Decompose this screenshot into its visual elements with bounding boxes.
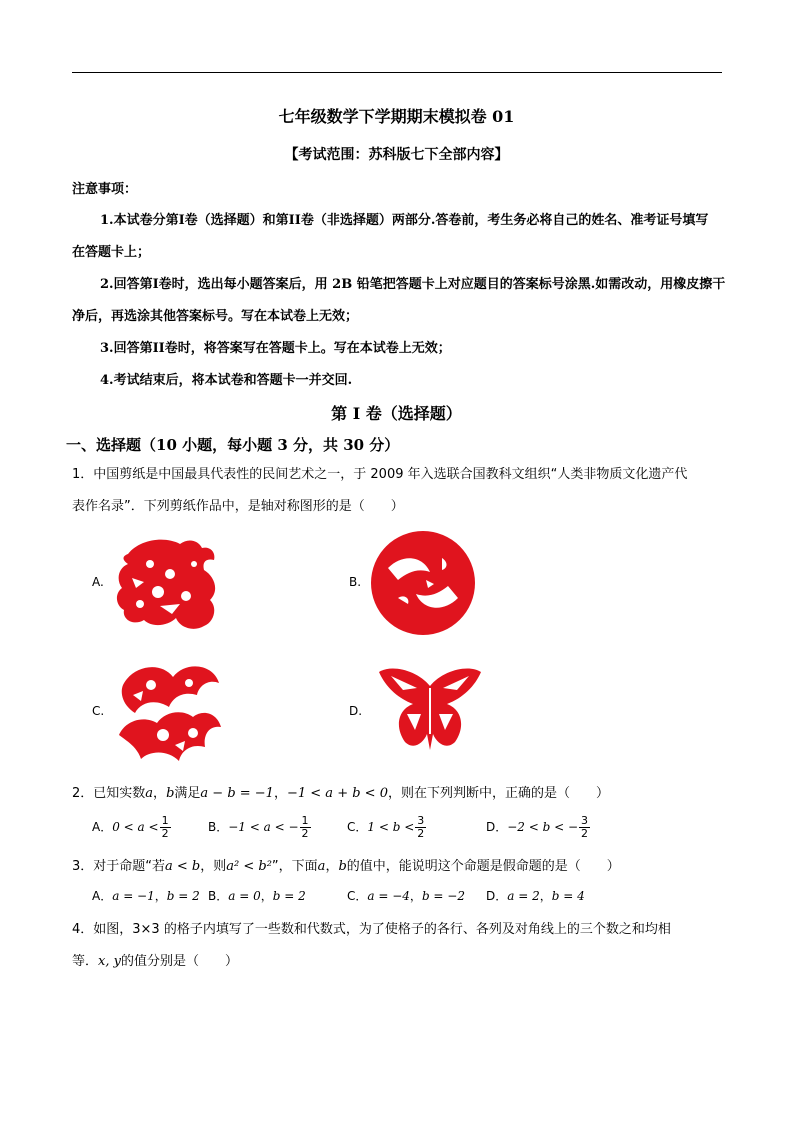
fraction-numerator: 3 (581, 814, 589, 827)
header-rule (72, 72, 722, 73)
q2-option-a (92, 815, 172, 840)
q1-option-c-label: C. (92, 704, 105, 718)
q2-comma: ， (153, 786, 167, 801)
notes-heading: 注意事项： (72, 182, 138, 197)
q3-stem-mid: ，则 (200, 859, 227, 874)
note-3: 3.回答第II卷时，将答案写在答题卡上。写在本试卷上无效； (100, 341, 451, 356)
q3-comma: ， (325, 859, 339, 874)
q2-stem-post: ，则在下列判断中，正确的是（ ） (387, 786, 609, 801)
q3-option-c-sep: ， (409, 889, 422, 903)
q2-option-b-label: B． (208, 820, 229, 834)
fraction-numerator: 1 (301, 814, 309, 827)
q4-vars: x, y (98, 954, 121, 969)
page-title: 七年级数学下学期期末模拟卷 01 (278, 107, 515, 126)
fraction-denominator: 2 (581, 827, 589, 840)
q4-line-1: 4．如图，3×3 的格子内填写了一些数和代数式，为了使格子的各行、各列及对角线上的三个数之和均相 (72, 922, 671, 937)
fraction-denominator: 2 (417, 827, 425, 840)
q3-option-c-label: C． (347, 889, 368, 903)
q3-option-c-a: a = −4 (367, 889, 410, 903)
q2-equation-1: a − b = −1 (200, 786, 274, 801)
q2-stem (72, 782, 609, 801)
q3-option-b-label: B． (208, 889, 229, 903)
q2-option-a-expr: 0 < a < (112, 820, 159, 834)
q2-var-b: b (166, 786, 175, 801)
q1-option-b-label: B. (349, 575, 362, 589)
q2-option-b-expr: −1 < a < − (228, 820, 299, 834)
q3-conclusion: a² < b² (226, 859, 272, 874)
q3-stem-post-2: 的值中，能说明这个命题是假命题的是（ ） (346, 859, 620, 874)
q2-option-d-label: D． (486, 820, 508, 834)
q3-option-a-a: a = −1 (112, 889, 155, 903)
note-1-line-2: 在答题卡上； (72, 245, 151, 260)
q2-option-c-expr: 1 < b < (367, 820, 415, 834)
q2-option-c-label: C． (347, 820, 368, 834)
q2-option-d-expr: −2 < b < − (507, 820, 579, 834)
fraction-denominator: 2 (301, 827, 309, 840)
q2-option-a-fraction (160, 815, 171, 840)
q3-condition: a < b (165, 859, 201, 874)
section-title: 第 I 卷（选择题） (331, 404, 462, 423)
q2-inequality: −1 < a + b < 0 (286, 786, 388, 801)
q2-option-b (208, 815, 312, 840)
dragon-papercut-image (110, 534, 225, 634)
note-1-line-1: 1.本试卷分第I卷（选择题）和第II卷（非选择题）两部分.答卷前，考生务必将自己的姓名、准考证号填写 (100, 213, 709, 228)
q3-option-c (347, 887, 465, 904)
fraction-numerator: 3 (417, 814, 425, 827)
q3-option-d-sep: ， (539, 889, 552, 903)
q3-option-b-a: a = 0 (228, 889, 261, 903)
q2-option-c (347, 815, 427, 840)
q3-option-d-b: b = 4 (551, 889, 585, 903)
q1-option-d-label: D. (349, 704, 363, 718)
q4-line-2-post: 的值分别是（ ） (120, 954, 238, 969)
q2-option-b-fraction (300, 815, 311, 840)
note-4: 4.考试结束后，将本试卷和答题卡一并交回. (100, 373, 353, 388)
q3-option-c-b: b = −2 (421, 889, 465, 903)
q4-line-2 (72, 950, 238, 969)
butterfly-papercut-image (377, 664, 483, 752)
part-heading: 一、选择题（10 小题，每小题 3 分，共 30 分） (66, 436, 400, 454)
q3-option-d-label: D． (486, 889, 508, 903)
q2-option-d (486, 815, 591, 840)
q3-stem-post-1: ”，下面 (271, 859, 318, 874)
exam-scope: 【考试范围：苏科版七下全部内容】 (284, 147, 509, 163)
q3-option-d (486, 887, 585, 904)
q2-option-c-fraction (415, 815, 426, 840)
q2-option-a-label: A． (92, 820, 113, 834)
q3-var-b: b (338, 859, 347, 874)
q3-option-b (208, 887, 306, 904)
q3-option-b-sep: ， (260, 889, 273, 903)
q4-line-2-pre: 等． (72, 954, 99, 969)
q2-option-d-fraction (579, 815, 590, 840)
q1-line-2: 表作名录”．下列剪纸作品中，是轴对称图形的是（ ） (72, 499, 404, 514)
q3-option-a (92, 887, 200, 904)
q3-stem (72, 855, 620, 874)
q3-option-a-label: A． (92, 889, 113, 903)
fraction-denominator: 2 (161, 827, 169, 840)
fish-circle-papercut-image (368, 528, 478, 638)
q3-option-a-sep: ， (154, 889, 167, 903)
q3-option-a-b: b = 2 (166, 889, 200, 903)
q3-var-a: a (317, 859, 326, 874)
q3-option-b-b: b = 2 (272, 889, 306, 903)
flower-papercut-image (113, 655, 225, 765)
q1-line-1: 1．中国剪纸是中国最具代表性的民间艺术之一，于 2009 年入选联合国教科文组织“人类非物质文化遗产代 (72, 467, 688, 482)
q2-comma-2: ， (273, 786, 287, 801)
fraction-numerator: 1 (161, 814, 169, 827)
q2-cond-pre: 满足 (174, 786, 201, 801)
q3-stem-pre: 3．对于命题“若 (72, 859, 166, 874)
note-2-line-1: 2.回答第I卷时，选出每小题答案后，用 2B 铅笔把答题卡上对应题目的答案标号涂黑.如需改动，用橡皮擦干 (100, 277, 726, 292)
note-2-line-2: 净后，再选涂其他答案标号。写在本试卷上无效； (72, 309, 359, 324)
q2-var-a: a (145, 786, 154, 801)
q2-stem-pre: 2．已知实数 (72, 786, 146, 801)
q3-option-d-a: a = 2 (507, 889, 540, 903)
q1-option-a-label: A. (92, 575, 104, 589)
